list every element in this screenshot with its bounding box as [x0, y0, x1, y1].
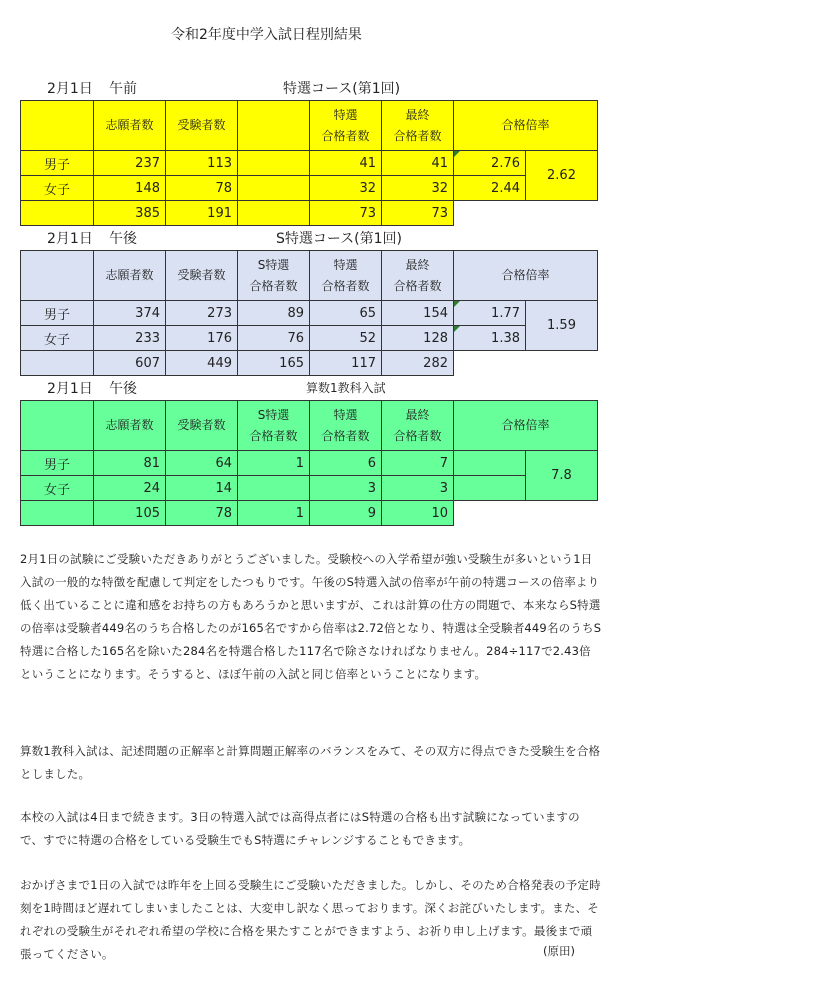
- section2-heading: [47, 228, 137, 248]
- cell-s-special: 1: [238, 451, 310, 476]
- cell-final: 128: [382, 326, 454, 351]
- header-examinees: 受験者数: [166, 401, 238, 451]
- table-header-row: [21, 401, 598, 451]
- cell-final: 41: [382, 151, 454, 176]
- section2-date: 2月1日: [47, 231, 93, 247]
- header-special: 特選 合格者数: [310, 401, 382, 451]
- cell-examinees: 78: [166, 176, 238, 201]
- cell-applicants: 81: [94, 451, 166, 476]
- cell-ratio: 1.38: [454, 326, 526, 351]
- cell-special: 9: [310, 501, 382, 526]
- cell-examinees: 113: [166, 151, 238, 176]
- table-header-row: [21, 101, 598, 151]
- table-row: [21, 176, 598, 201]
- cell-final: 3: [382, 476, 454, 501]
- table-row: [21, 151, 598, 176]
- header-examinees: 受験者数: [166, 101, 238, 151]
- cell-s-special: 76: [238, 326, 310, 351]
- cell-applicants: 385: [94, 201, 166, 226]
- table-row: [21, 451, 598, 476]
- section3-table: [20, 400, 598, 526]
- section3-heading: [47, 378, 137, 398]
- cell-applicants: 233: [94, 326, 166, 351]
- cell-examinees: 14: [166, 476, 238, 501]
- paragraph-upcoming-exams: 本校の入試は4日まで続きます。3日の特選入試では高得点者にはS特選の合格も出す試験になっていますので、すでに特選の合格をしている受験生でもS特選にチャレンジすることもできます。: [20, 810, 580, 847]
- cell-applicants: 237: [94, 151, 166, 176]
- table-row: [21, 476, 598, 501]
- header-special: 特選 合格者数: [310, 251, 382, 301]
- paragraph-math-exam: 算数1教科入試は、記述問題の正解率と計算問題正解率のバランスをみて、その双方に得点できた受験生を合格としました。: [20, 744, 601, 781]
- table-total-row: [21, 501, 598, 526]
- section1-heading: [47, 78, 137, 98]
- cell-overall-ratio: 1.59: [526, 301, 598, 351]
- cell-final: 7: [382, 451, 454, 476]
- section1-table: [20, 100, 598, 226]
- cell-examinees: 176: [166, 326, 238, 351]
- section2-table: [20, 250, 598, 376]
- cell-examinees: 64: [166, 451, 238, 476]
- cell-applicants: 607: [94, 351, 166, 376]
- cell-examinees: 273: [166, 301, 238, 326]
- cell-empty: [238, 151, 310, 176]
- cell-special: 73: [310, 201, 382, 226]
- section1-date: 2月1日: [47, 81, 93, 97]
- cell-ratio: [454, 451, 526, 476]
- error-flag-icon: [454, 301, 460, 307]
- cell-special: 65: [310, 301, 382, 326]
- header-examinees: 受験者数: [166, 251, 238, 301]
- cell-ratio: 1.77: [454, 301, 526, 326]
- header-s-special: S特選 合格者数: [238, 401, 310, 451]
- error-flag-icon: [454, 326, 460, 332]
- header-applicants: 志願者数: [94, 251, 166, 301]
- header-ratio: 合格倍率: [454, 101, 598, 151]
- section1-time: 午前: [109, 81, 137, 97]
- corner-cell: [21, 401, 94, 451]
- section3-date: 2月1日: [47, 381, 93, 397]
- corner-cell: [21, 101, 94, 151]
- paragraph-apology: おかげさまで1日の入試では昨年を上回る受験生にご受験いただきました。しかし、そのため合格発表の予定時刻を1時間ほど遅れてしまいましたことは、大変申し訳なく思っております。深くお詫びいたします。また、それぞれの受験生がそれぞれ希望の学校に合格を果たすことができますよう、お祈り申し上げます。最後まで頑張ってください。: [20, 878, 601, 961]
- section1-course: 特選コース(第1回): [283, 81, 401, 97]
- cell-applicants: 374: [94, 301, 166, 326]
- signature: (原田): [543, 944, 575, 958]
- header-final: 最終 合格者数: [382, 401, 454, 451]
- table-row: [21, 326, 598, 351]
- error-flag-icon: [454, 151, 460, 157]
- table-total-row: [21, 201, 598, 226]
- section2-course: S特選コース(第1回): [276, 231, 403, 247]
- cell-special: 117: [310, 351, 382, 376]
- cell-overall-ratio: 7.8: [526, 451, 598, 501]
- section3-course: 算数1教科入試: [306, 381, 386, 395]
- cell-s-special: 89: [238, 301, 310, 326]
- cell-special: 32: [310, 176, 382, 201]
- cell-special: 3: [310, 476, 382, 501]
- cell-final: 73: [382, 201, 454, 226]
- cell-applicants: 105: [94, 501, 166, 526]
- cell-ratio: 2.76: [454, 151, 526, 176]
- cell-applicants: 148: [94, 176, 166, 201]
- cell-ratio: [454, 476, 526, 501]
- cell-applicants: 24: [94, 476, 166, 501]
- table-total-row: [21, 351, 598, 376]
- header-final: 最終 合格者数: [382, 101, 454, 151]
- cell-s-special: 165: [238, 351, 310, 376]
- cell-empty: [21, 201, 94, 226]
- cell-s-special: 1: [238, 501, 310, 526]
- corner-cell: [21, 251, 94, 301]
- header-applicants: 志願者数: [94, 401, 166, 451]
- row-label-girls: 女子: [21, 476, 94, 501]
- header-ratio: 合格倍率: [454, 401, 598, 451]
- row-label-girls: 女子: [21, 326, 94, 351]
- paragraph-results-explanation: 2月1日の試験にご受験いただきありがとうございました。受験校への入学希望が強い受験生が多いという1日入試の一般的な特徴を配慮して判定をしたつもりです。午後のS特選入試の倍率が午前の特選コースの倍率より低く出ていることに違和感をお持ちの方もあろうかと思いますが、これは計算の仕方の問題で、本来ならS特選の倍率は受験者449名のうち合格したのが165名ですから倍率は2.72倍となり、特選は全受験者449名のうちS特選に合格した165名を除いた284名を特選合格した117名で除さなければなりません。284÷117で2.43倍ということになります。そうすると、ほぼ午前の入試と同じ倍率ということになります。: [20, 552, 602, 681]
- cell-empty: [21, 351, 94, 376]
- table-header-row: [21, 251, 598, 301]
- cell-empty: [21, 501, 94, 526]
- cell-examinees: 449: [166, 351, 238, 376]
- header-s-special: S特選 合格者数: [238, 251, 310, 301]
- row-label-boys: 男子: [21, 151, 94, 176]
- cell-examinees: 191: [166, 201, 238, 226]
- cell-final: 282: [382, 351, 454, 376]
- cell-overall-ratio: 2.62: [526, 151, 598, 201]
- cell-special: 6: [310, 451, 382, 476]
- cell-s-special: [238, 476, 310, 501]
- header-special: 特選 合格者数: [310, 101, 382, 151]
- cell-final: 32: [382, 176, 454, 201]
- header-ratio: 合格倍率: [454, 251, 598, 301]
- page-title: 令和2年度中学入試日程別結果: [171, 27, 362, 43]
- row-label-boys: 男子: [21, 301, 94, 326]
- header-final: 最終 合格者数: [382, 251, 454, 301]
- row-label-boys: 男子: [21, 451, 94, 476]
- section2-time: 午後: [109, 231, 137, 247]
- cell-ratio: 2.44: [454, 176, 526, 201]
- row-label-girls: 女子: [21, 176, 94, 201]
- cell-empty: [238, 201, 310, 226]
- cell-special: 41: [310, 151, 382, 176]
- header-applicants: 志願者数: [94, 101, 166, 151]
- cell-special: 52: [310, 326, 382, 351]
- cell-examinees: 78: [166, 501, 238, 526]
- cell-final: 10: [382, 501, 454, 526]
- table-row: [21, 301, 598, 326]
- cell-empty: [238, 176, 310, 201]
- header-empty: [238, 101, 310, 151]
- section3-time: 午後: [109, 381, 137, 397]
- cell-final: 154: [382, 301, 454, 326]
